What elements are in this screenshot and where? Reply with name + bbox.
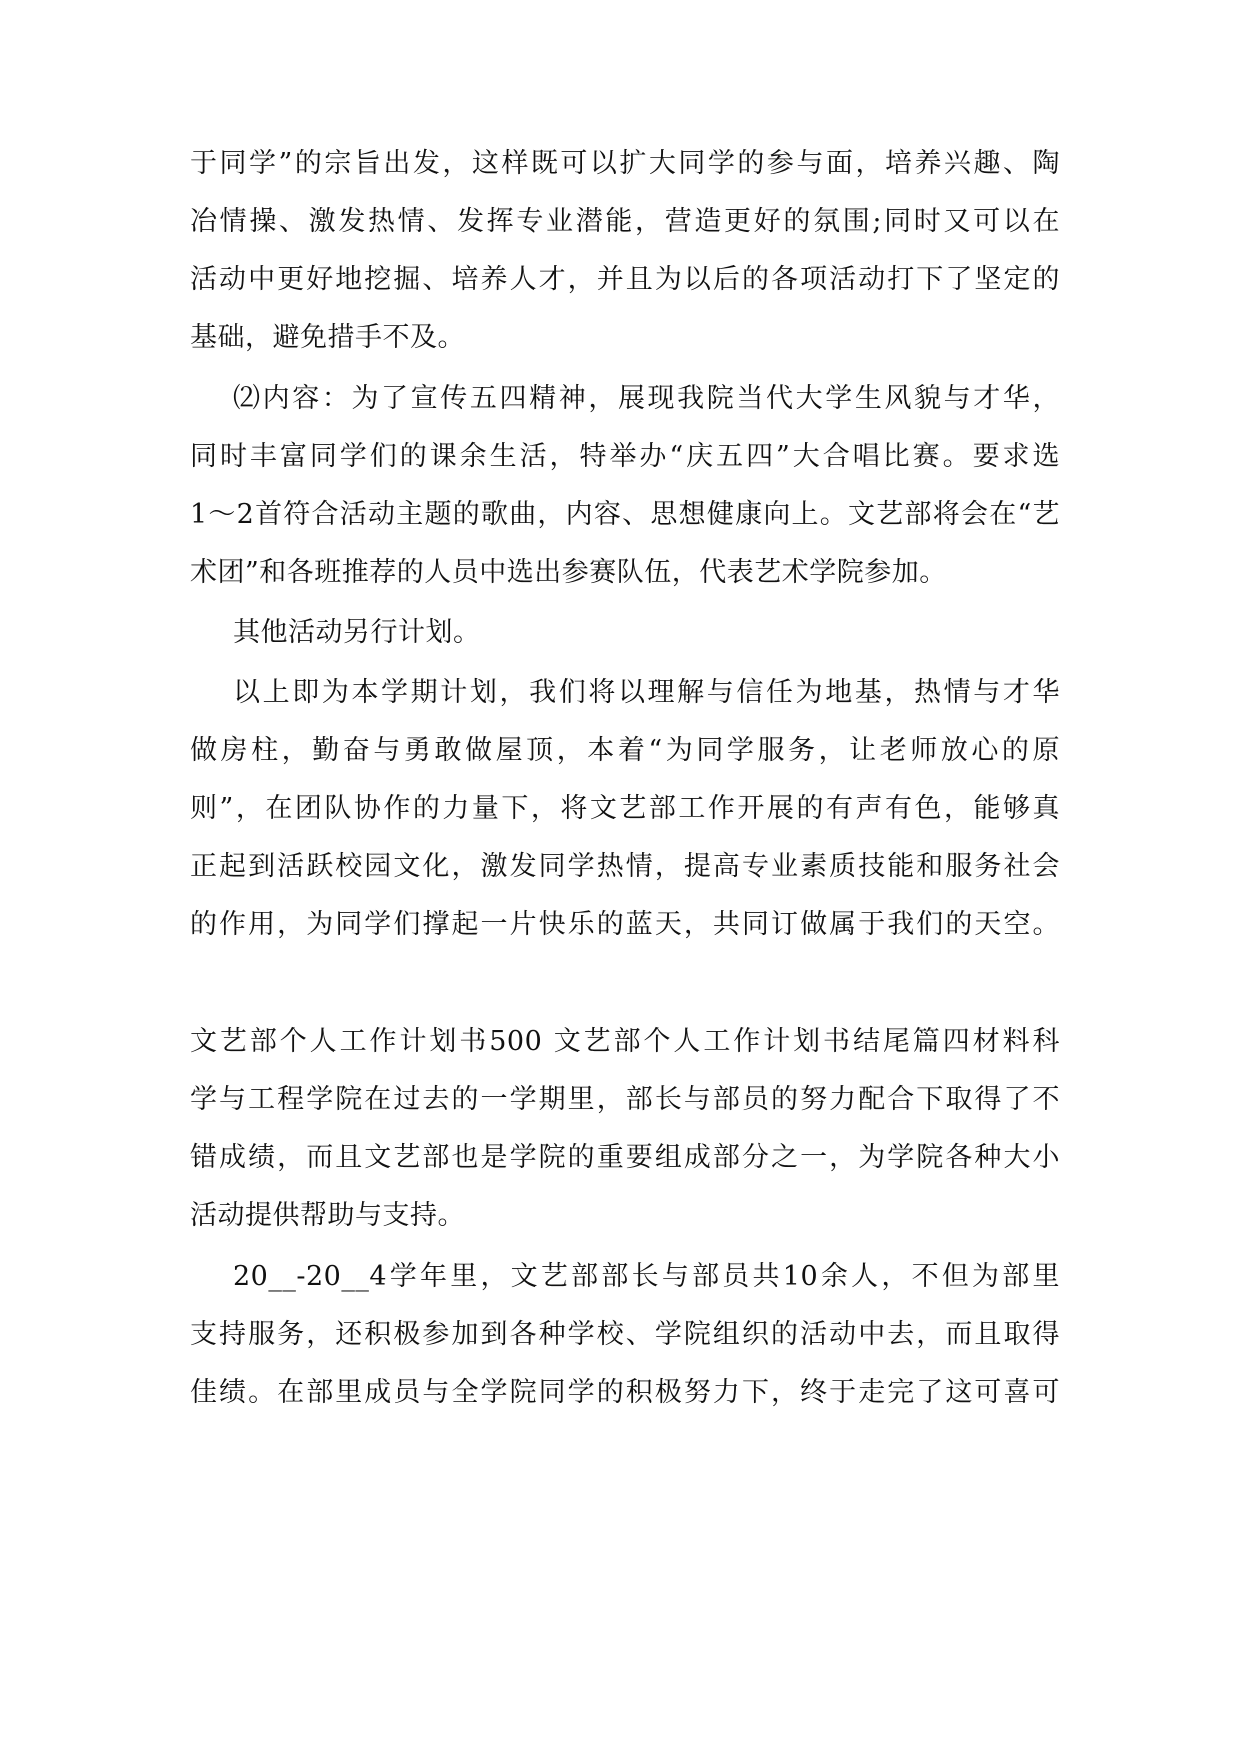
- text-line: 1～2首符合活动主题的歌曲，内容、思想健康向上。文艺部将会在“艺: [190, 499, 1060, 530]
- text-line: 20__-20__4学年里，文艺部部长与部员共10余人，不但为部里: [233, 1261, 1060, 1292]
- text-line: 文艺部个人工作计划书500 文艺部个人工作计划书结尾篇四材料科: [190, 1026, 1060, 1057]
- text-line: ⑵内容：为了宣传五四精神，展现我院当代大学生风貌与才华，: [233, 383, 1060, 414]
- text-line: 学与工程学院在过去的一学期里，部长与部员的努力配合下取得了不: [190, 1084, 1060, 1115]
- text-line: 活动中更好地挖掘、培养人才，并且为以后的各项活动打下了坚定的: [190, 264, 1060, 295]
- text-line: 同时丰富同学们的课余生活，特举办“庆五四”大合唱比赛。要求选: [190, 441, 1060, 472]
- text-line: 正起到活跃校园文化，激发同学热情，提高专业素质技能和服务社会: [190, 851, 1060, 882]
- text-line: 术团”和各班推荐的人员中选出参赛队伍，代表艺术学院参加。: [190, 557, 947, 588]
- text-line: 佳绩。在部里成员与全学院同学的积极努力下，终于走完了这可喜可: [190, 1377, 1060, 1408]
- text-line: 基础，避免措手不及。: [190, 322, 465, 353]
- text-line: 冶情操、激发热情、发挥专业潜能，营造更好的氛围;同时又可以在: [190, 206, 1060, 237]
- text-line: 则”，在团队协作的力量下，将文艺部工作开展的有声有色，能够真: [190, 793, 1060, 824]
- text-line: 支持服务，还积极参加到各种学校、学院组织的活动中去，而且取得: [190, 1319, 1060, 1350]
- text-line: 其他活动另行计划。: [233, 617, 481, 648]
- text-line: 的作用，为同学们撑起一片快乐的蓝天，共同订做属于我们的天空。: [190, 909, 1060, 940]
- text-line: 于同学”的宗旨出发，这样既可以扩大同学的参与面，培养兴趣、陶: [190, 148, 1060, 179]
- text-line: 以上即为本学期计划，我们将以理解与信任为地基，热情与才华: [233, 677, 1060, 708]
- text-line: 活动提供帮助与支持。: [190, 1200, 465, 1231]
- text-line: 做房柱，勤奋与勇敢做屋顶，本着“为同学服务，让老师放心的原: [190, 735, 1060, 766]
- text-line: 错成绩，而且文艺部也是学院的重要组成部分之一，为学院各种大小: [190, 1142, 1060, 1173]
